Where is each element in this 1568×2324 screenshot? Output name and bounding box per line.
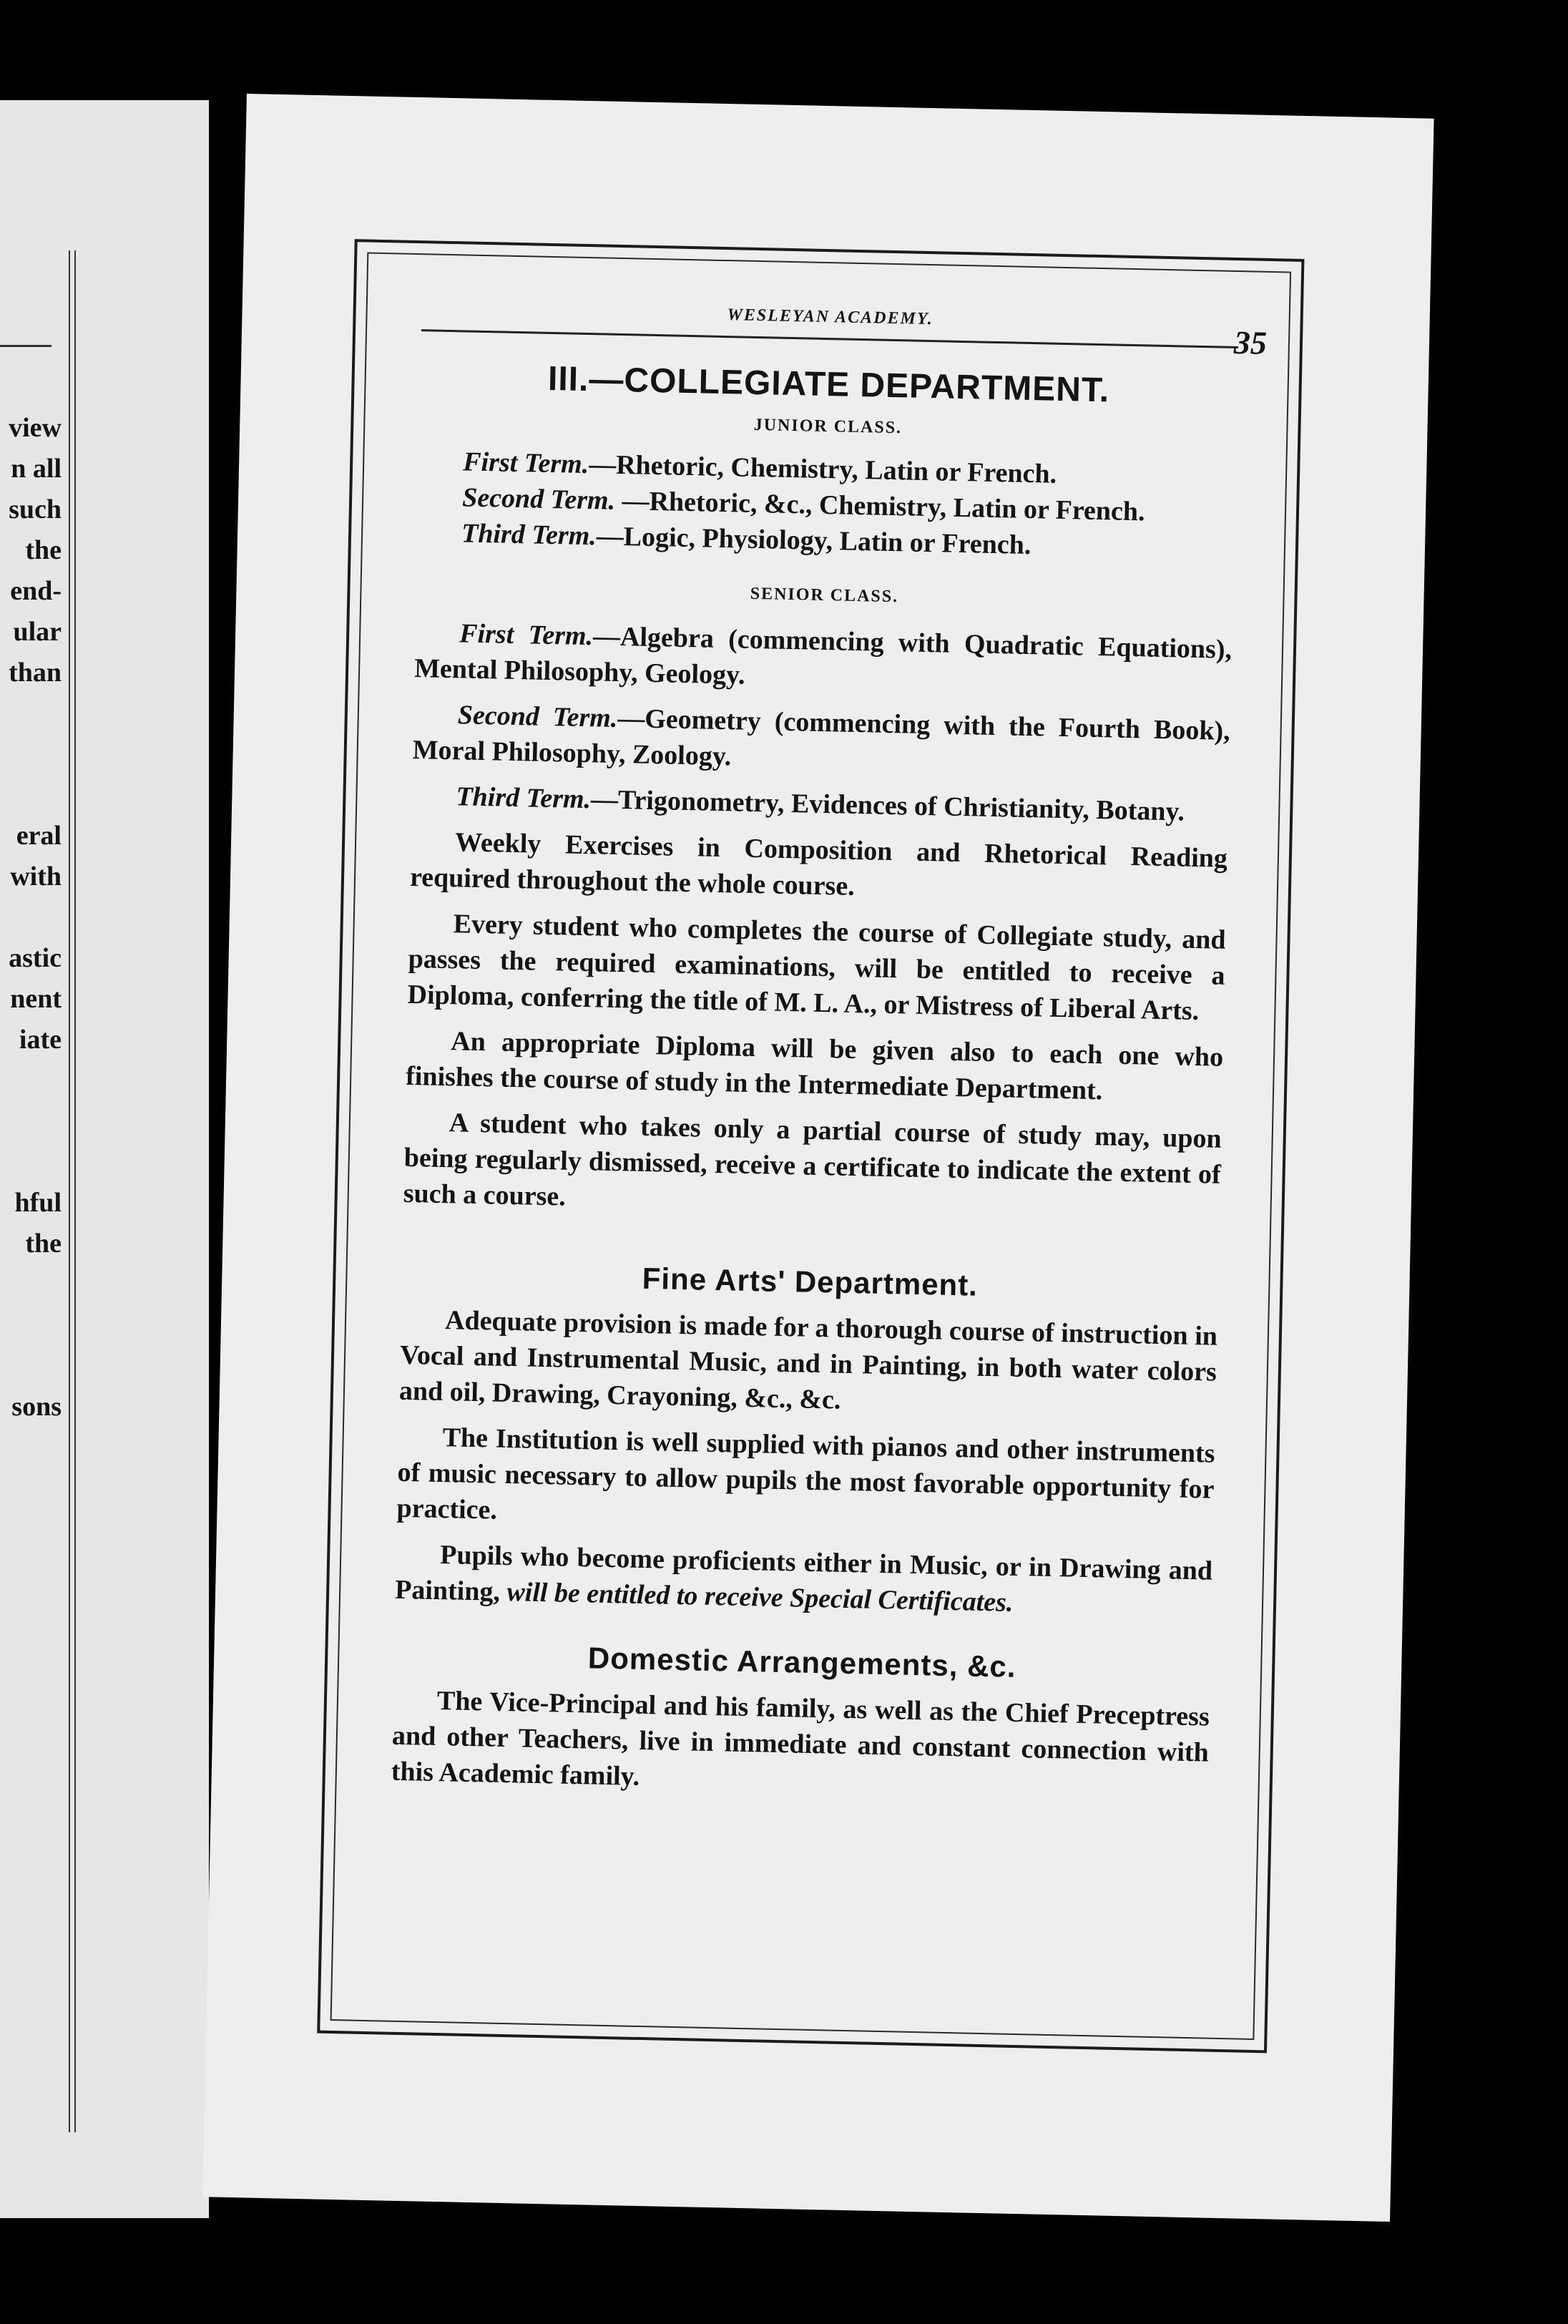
collegiate-department-title: III.—COLLEGIATE DEPARTMENT. [547, 359, 1110, 410]
previous-page-line: sons [11, 1392, 62, 1422]
previous-page-line: astic [9, 943, 62, 973]
catalog-page [202, 94, 1434, 2222]
fine-arts-department-title: Fine Arts' Department. [642, 1261, 979, 1302]
running-title: WESLEYAN ACADEMY. [727, 306, 934, 329]
previous-page-line: iate [19, 1025, 62, 1055]
term-subjects: —Geometry (commencing with the Fourth Book), Moral Philosophy, Zoology. [412, 703, 1231, 772]
previous-page-line: nent [10, 984, 62, 1014]
certificates-italic-text: will be entitled to receive Special Certificates. [506, 1577, 1014, 1618]
previous-page-line: the [25, 535, 62, 565]
previous-page-line: the [25, 1229, 62, 1259]
term-subjects: —Rhetoric, Chemistry, Latin or French. [588, 449, 1057, 489]
music-painting-paragraph: Adequate provision is made for a thorough course of instruction in Vocal and Instrumental Music, and in Painting, in both water colors and oil, Drawing, Crayoning, &c., &c. [398, 1305, 1218, 1415]
term-label: Second Term. [461, 482, 616, 516]
previous-page-line: than [9, 658, 62, 688]
domestic-paragraph: The Vice-Principal and his family, as well as the Chief Preceptress and other Teachers, live in immediate and constant connection with this Academic family. [391, 1686, 1210, 1792]
previous-page-line: ular [13, 617, 62, 647]
term-label: Second Term. [457, 700, 618, 733]
previous-page-line: eral [16, 821, 62, 851]
intermediate-diploma-paragraph: An appropriate Diploma will be given also to each one who finishes the course of study in the Intermediate Department. [405, 1026, 1224, 1106]
senior-third-term [411, 778, 1229, 831]
previous-page-line: hful [14, 1188, 62, 1218]
certificates-text: Pupils who become proficients either in Music, or in Drawing and Painting, [394, 1540, 1213, 1608]
previous-page-border-line [74, 250, 76, 2132]
term-label: First Term. [459, 618, 594, 652]
previous-page-line: with [10, 861, 62, 892]
term-subjects: —Logic, Physiology, Latin or French. [596, 521, 1032, 561]
page-border-outer [317, 239, 1304, 2053]
pianos-paragraph: The Institution is well supplied with pianos and other instruments of music necessary to allow pupils the most favorable opportunity for practice. [396, 1422, 1215, 1525]
previous-page-line: n all [11, 454, 62, 484]
partial-course-paragraph: A student who takes only a partial course of study may, upon being regularly dismissed, receive a certificate to indicate the extent of such a course. [403, 1108, 1222, 1212]
page-content [391, 286, 1268, 1806]
previous-page-fragment [0, 100, 209, 2218]
term-subjects: —Rhetoric, &c., Chemistry, Latin or French. [614, 485, 1145, 527]
junior-class-heading: JUNIOR CLASS. [753, 415, 903, 438]
domestic-arrangements-title: Domestic Arrangements, &c. [587, 1641, 1016, 1684]
previous-page-header-rule [0, 345, 52, 347]
diploma-paragraph: Every student who completes the course of Collegiate study, and passes the required examinations, will be entitled to receive a Diploma, conferring the title of M. L. A., or Mistress of Liberal Arts. [407, 909, 1226, 1027]
term-label: First Term. [462, 446, 589, 480]
term-subjects: —Algebra (commencing with Quadratic Equations), Mental Philosophy, Geology. [413, 621, 1233, 690]
page-number: 35 [1233, 323, 1268, 361]
senior-class-heading: SENIOR CLASS. [750, 584, 899, 607]
previous-page-line: such [9, 494, 62, 524]
term-subjects: —Trigonometry, Evidences of Christianity, Botany. [590, 784, 1185, 827]
previous-page-border-line [69, 250, 70, 2132]
senior-second-term [412, 696, 1230, 785]
weekly-exercises-paragraph: Weekly Exercises in Composition and Rhetorical Reading required throughout the whole course. [409, 827, 1228, 902]
term-label: Third Term. [461, 518, 597, 552]
page-border-inner [330, 253, 1291, 2041]
senior-first-term [414, 615, 1233, 703]
previous-page-text-column [0, 408, 62, 1427]
certificates-paragraph [395, 1536, 1213, 1625]
running-header [421, 286, 1268, 361]
previous-page-line: view [9, 413, 62, 443]
term-label: Third Term. [456, 781, 592, 815]
previous-page-line: end- [10, 576, 62, 606]
